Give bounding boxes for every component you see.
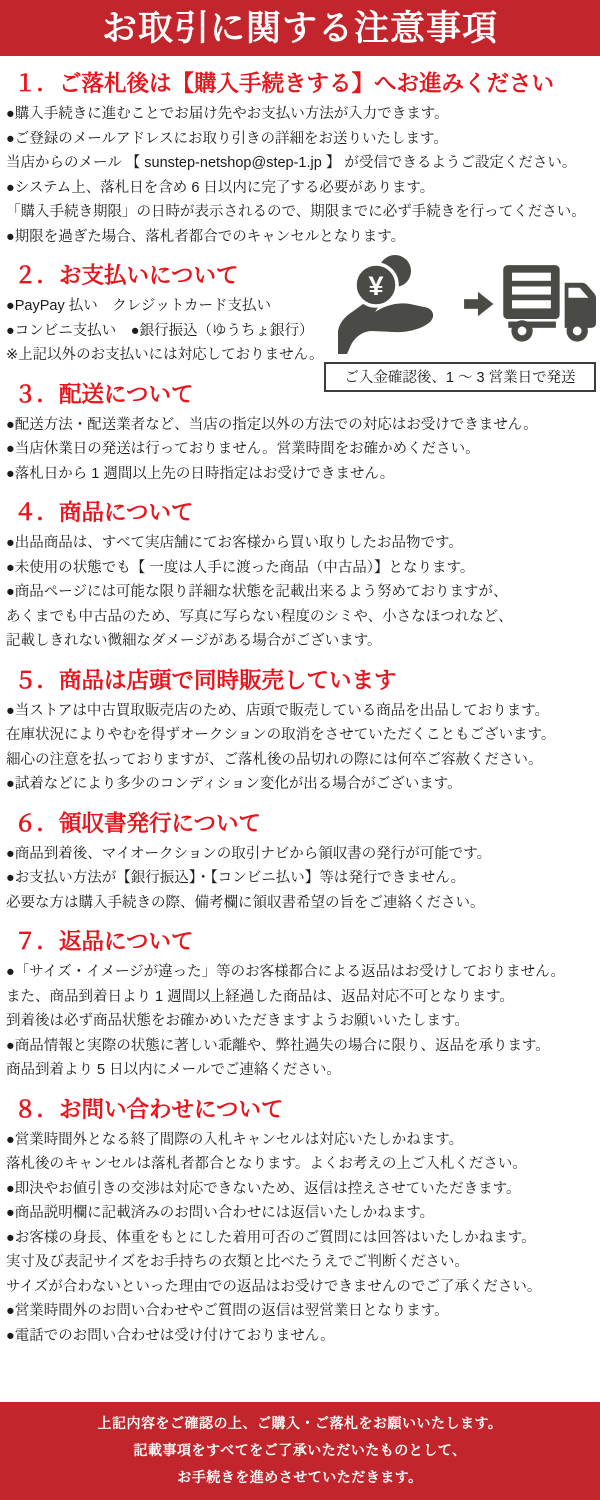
notice-line: ●商品ページには可能な限り詳細な状態を記載出来るよう努めておりますが、 (6, 584, 508, 600)
notice-line: ●配送方法・配送業者など、当店の指定以外の方法での対応はお受けできません。 (6, 416, 538, 433)
notice-line: ●出品商品は、すべて実店舗にてお客様から買い取りしたお品物です。 (6, 535, 463, 551)
notice-line: 記載しきれない微細なダメージがある場合がございます。 (6, 633, 382, 649)
section-2-heading: ２．お支払いについて (14, 263, 239, 288)
section-store-stock (0, 667, 600, 797)
notice-line: ●商品到着後、マイオークションの取引ナビから領収書の発行が可能です。 (6, 845, 492, 862)
notice-line: ●お客様の身長、体重をもとにした着用可否のご質問には回答はいたしかねます。 (6, 1229, 536, 1246)
notice-line: ●お支払い方法が【銀行振込】・【コンビニ払い】等は発行できません。 (6, 870, 466, 886)
shipping-caption-box: ご入金確認後、1 ～ 3 営業日で発送 (324, 362, 596, 392)
yen-coin-in-hand-icon (324, 254, 456, 354)
section-1-heading: １．ご落札後は【購入手続きする】へお進みください (14, 71, 555, 96)
notice-line: ●商品説明欄に記載済みのお問い合わせには返信いたしかねます。 (6, 1205, 435, 1221)
notice-content (0, 56, 600, 1402)
notice-line: ●購入手続きに進むことでお届け先やお支払い方法が入力できます。 (6, 106, 449, 122)
notice-line: ●ご登録のメールアドレスにお取り引きの詳細をお送りいたします。 (6, 130, 448, 147)
notice-line: ●電話でのお問い合わせは受け付けておりません。 (6, 1327, 335, 1344)
notice-line: サイズが合わないといった理由での返品はお受けできませんのでご了承ください。 (6, 1278, 542, 1295)
notice-line: ●未使用の状態でも【 一度は人手に渡った商品（中古品）】となります。 (6, 559, 475, 576)
notice-line: 細心の注意を払っておりますが、ご落札後の品切れの際には何卒ご容赦ください。 (6, 751, 543, 768)
section-6-heading: ６．領収書発行について (14, 810, 262, 836)
footer-line: 記載事項をすべてをご了承いただいたものとして、 (133, 1442, 467, 1458)
notice-line: ●期限を過ぎた場合、落札者都合でのキャンセルとなります。 (6, 228, 406, 245)
section-5-heading: ５．商品は店頭で同時販売しています (14, 667, 397, 693)
section-returns (0, 928, 600, 1083)
notice-line: ●営業時間外のお問い合わせやご質問の返信は翌営業日となります。 (6, 1303, 449, 1319)
page-title-band (0, 0, 600, 56)
section-7-heading: ７．返品について (14, 929, 194, 954)
notice-line: ●コンビニ支払い ●銀行振込（ゆうちょ銀行） (6, 322, 314, 339)
section-8-heading: ８．お問い合わせについて (14, 1096, 284, 1122)
section-3-heading: ３．配送について (14, 381, 194, 407)
section-products (0, 499, 600, 654)
delivery-truck-icon (502, 263, 596, 345)
notice-line: 商品到着より 5 日以内にメールでご連絡ください。 (6, 1062, 341, 1078)
notice-line: また、商品到着日より 1 週間以上経過した商品は、返品対応不可となります。 (6, 988, 514, 1005)
notice-line: ●「サイズ・イメージが違った」等のお客様都合による返品はお受けしておりません。 (6, 964, 566, 980)
footer-line: お手続きを進めさせていただきます。 (177, 1469, 423, 1485)
footer-confirmation-band (0, 1402, 600, 1500)
footer-line: 上記内容をご確認の上、ご購入・ご落札をお願いいたします。 (97, 1415, 503, 1431)
section-purchase-procedure (0, 70, 600, 249)
notice-line: 在庫状況によりやむを得ずオークションの取消をさせていただくこともございます。 (6, 727, 556, 743)
payment-shipping-icons (324, 255, 596, 353)
section-receipt (0, 810, 600, 916)
notice-line: 「購入手続き期限」の日時が表示されるので、期限までに必ず手続きを行ってください。 (6, 204, 586, 220)
notice-line: あくまでも中古品のため、写真に写らない程度のシミや、小さなほつれなど、 (6, 608, 513, 625)
notice-line: ※上記以外のお支払いには対応しておりません。 (6, 347, 324, 363)
notice-line: ●落札日から 1 週間以上先の日時指定はお受けできません。 (6, 465, 395, 482)
arrow-right-icon (463, 287, 495, 321)
notice-line: 到着後は必ず商品状態をお確かめいただきますようお願いいたします。 (6, 1013, 469, 1029)
notice-line: ●システム上、落札日を含め 6 日以内に完了する必要があります。 (6, 179, 435, 196)
section-inquiries (0, 1096, 600, 1349)
notice-line: ●即決やお値引きの交渉は対応できないため、返信は控えさせていただきます。 (6, 1180, 521, 1197)
notice-line: 落札後のキャンセルは落札者都合となります。よくお考えの上ご入札ください。 (6, 1156, 527, 1172)
section-4-heading: ４．商品について (14, 500, 194, 525)
notice-line: ●試着などにより多少のコンディション変化が出る場合がございます。 (6, 776, 462, 792)
notice-line: 必要な方は購入手続きの際、備考欄に領収書希望の旨をご連絡ください。 (6, 894, 485, 911)
notice-line: ●当店休業日の発送は行っておりません。営業時間をお確かめください。 (6, 441, 480, 457)
notice-line: ●当ストアは中古買取販売店のため、店頭で販売している商品を出品しております。 (6, 702, 550, 719)
notice-line: ●PayPay 払い クレジットカード支払い (6, 298, 271, 314)
payment-to-shipping-illustration (324, 255, 596, 392)
notice-line: 当店からのメール 【 sunstep-netshop@step-1.jp 】 が受信できるようご設定ください。 (6, 155, 577, 171)
notice-line: ●営業時間外となる終了間際の入札キャンセルは対応いたしかねます。 (6, 1131, 464, 1148)
page-title: お取引に関する注意事項 (101, 8, 498, 48)
notice-line: ●商品情報と実際の状態に著しい乖離や、弊社過失の場合に限り、返品を承ります。 (6, 1037, 550, 1054)
svg-text:¥: ¥ (368, 271, 384, 301)
notice-line: 実寸及び表記サイズをお手持ちの衣類と比べたうえでご判断ください。 (6, 1254, 469, 1270)
section-shipping (0, 381, 600, 487)
